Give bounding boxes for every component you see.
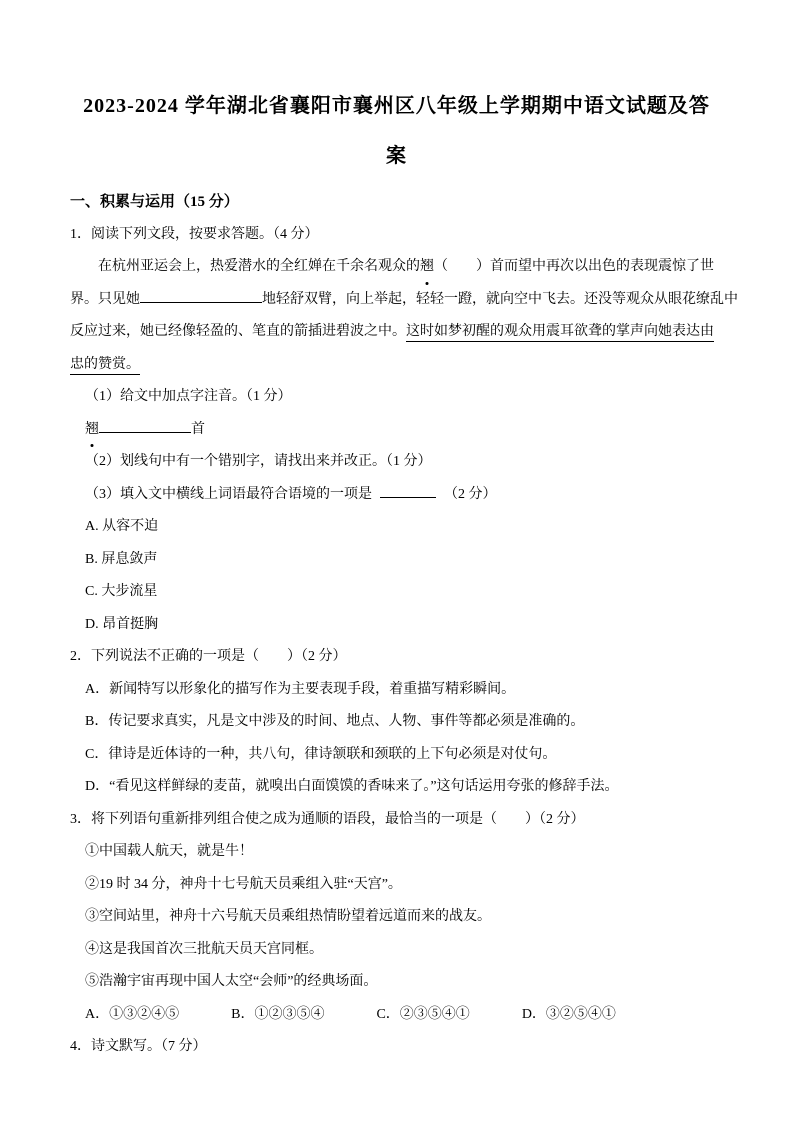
section-1-heading: 一、积累与运用（15 分）: [70, 194, 239, 210]
passage-text: （ ）首而望中再次以出色的表现震惊了世: [434, 259, 714, 274]
question-2-option-b: B．传记要求真实，凡是文中涉及的时间、地点、人物、事件等都必须是准确的。: [85, 714, 585, 729]
question-3-answer-options: [70, 999, 723, 1032]
passage-line-1: [70, 251, 723, 284]
passage-line-3: [70, 316, 723, 349]
question-3-item-1: ①中国载人航天，就是牛！: [85, 844, 253, 859]
underlined-sentence: 这时如梦初醒的观众用震耳欲聋的掌声向她表达由: [406, 324, 714, 342]
sub-3-points: （2 分）: [444, 486, 497, 502]
question-2-stem: 2．下列说法不正确的一项是（ ）（2 分）: [70, 649, 347, 664]
pinyin-tail-char: 首: [191, 421, 205, 437]
question-3-item-2: ②19 时 34 分，神舟十七号航天员乘组入驻“天宫”。: [85, 876, 402, 892]
question-3-stem: 3．将下列语句重新排列组合使之成为通顺的语段，最恰当的一项是（ ）（2 分）: [70, 811, 585, 827]
question-3-item-3: ③空间站里，神舟十六号航天员乘组热情盼望着远道而来的战友。: [85, 909, 491, 924]
question-1-option-d: D. 昂首挺胸: [85, 616, 159, 632]
question-3-option-a: A．①③②④⑤: [85, 1006, 180, 1022]
passage-line-2: [70, 284, 738, 317]
question-3-item-4: ④这是我国首次三批航天员天宫同框。: [85, 941, 323, 957]
question-3-option-d: D．③②⑤④①: [521, 1006, 616, 1022]
question-3-option-b: B．①②③⑤④: [231, 1006, 325, 1022]
question-2-option-a: A．新闻特写以形象化的描写作为主要表现手段，着重描写精彩瞬间。: [85, 681, 516, 697]
question-1-sub-2: （2）划线句中有一个错别字，请找出来并改正。（1 分）: [85, 454, 432, 469]
document-title: [70, 86, 723, 186]
title-line-1: 2023-2024 学年湖北省襄阳市襄州区八年级上学期期中语文试题及答: [83, 95, 710, 117]
emphasis-dot-char: 翘: [420, 251, 434, 284]
question-1-option-c: C. 大步流星: [85, 584, 158, 599]
question-1-option-a: A. 从容不迫: [85, 519, 159, 534]
passage-text: 反应过来，她已经像轻盈的、笔直的箭插进碧波之中。: [70, 324, 406, 339]
passage-line-4: [70, 349, 723, 382]
question-1-stem: 1．阅读下列文段，按要求答题。（4 分）: [70, 226, 319, 242]
passage-text: 在杭州亚运会上，热爱潜水的全红婵在千余名观众的: [98, 259, 420, 274]
pinyin-answer-line: [70, 414, 723, 447]
question-1-sub-3: [70, 479, 723, 512]
question-2-option-d: D．“看见这样鲜绿的麦苗，就嗅出白面馍馍的香味来了。”这句话运用夸张的修辞手法。: [85, 779, 619, 794]
sub-3-text: （3）填入文中横线上词语最符合语境的一项是: [85, 486, 372, 502]
question-1-option-b: B. 屏息敛声: [85, 551, 158, 567]
passage-text: 界。只见她: [70, 291, 140, 307]
answer-blank-line: [380, 483, 436, 498]
title-line-2: 案: [386, 145, 407, 167]
question-3-option-c: C．②③⑤④①: [376, 1006, 470, 1022]
question-1-sub-1: （1）给文中加点字注音。（1 分）: [85, 389, 292, 404]
underlined-sentence: 忠的赞赏。: [70, 357, 140, 375]
pinyin-blank-line: [99, 418, 191, 433]
passage-text: 地轻舒双臂，向上举起，轻轻一蹬，就向空中飞去。还没等观众从眼花缭乱中: [262, 291, 738, 307]
question-2-option-c: C．律诗是近体诗的一种，共八句，律诗颔联和颈联的上下句必须是对仗句。: [85, 746, 557, 762]
question-4-stem: 4．诗文默写。（7 分）: [70, 1039, 207, 1054]
emphasis-dot-char: 翘: [85, 414, 99, 447]
fill-in-blank-line: [140, 288, 262, 303]
question-3-item-5: ⑤浩瀚宇宙再现中国人太空“会师”的经典场面。: [85, 974, 378, 989]
